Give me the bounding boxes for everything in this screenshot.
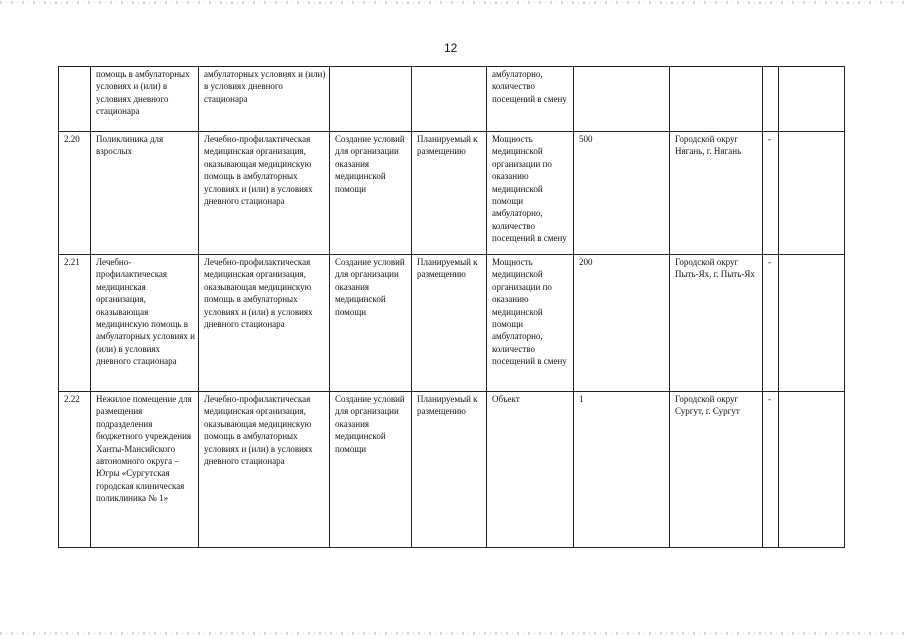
cell-purpose [330, 67, 412, 132]
cell-number [59, 67, 91, 132]
cell-characteristic: Объект [487, 392, 574, 548]
table-row [59, 255, 845, 392]
cell-characteristic: амбулаторно, количество посещений в смену [487, 67, 574, 132]
cell-zone [763, 67, 779, 132]
cell-name: Поликлиника для взрослых [91, 132, 199, 255]
cell-characteristic: Мощность медицинской организации по оказанию медицинской помощи амбулаторно, количество посещений в смену [487, 132, 574, 255]
cell-type: Лечебно-профилактическая медицинская организация, оказывающая медицинскую помощь в амбулаторных условиях и (или) в условиях дневного стационара [199, 255, 330, 392]
cell-type: Лечебно-профилактическая медицинская организация, оказывающая медицинскую помощь в амбулаторных условиях и (или) в условиях дневного стационара [199, 132, 330, 255]
cell-status: Планируемый к размещению [412, 392, 487, 548]
cell-extra [779, 255, 845, 392]
cell-number: 2.22 [59, 392, 91, 548]
table-row [59, 67, 845, 132]
scan-noise-top [0, 1, 905, 4]
cell-zone: - [763, 132, 779, 255]
cell-location: Городской округ Пыть-Ях, г. Пыть-Ях [670, 255, 763, 392]
cell-location [670, 67, 763, 132]
cell-status [412, 67, 487, 132]
cell-characteristic: Мощность медицинской организации по оказанию медицинской помощи амбулаторно, количество посещений в смену [487, 255, 574, 392]
objects-table [58, 66, 845, 548]
cell-name: помощь в амбулаторных условиях и (или) в условиях дневного стационара [91, 67, 199, 132]
cell-name: Лечебно-профилактическая медицинская организация, оказывающая медицинскую помощь в амбулаторных условиях и (или) в условиях дневного стационара [91, 255, 199, 392]
page-number: 12 [444, 41, 458, 55]
cell-extra [779, 67, 845, 132]
cell-zone: - [763, 255, 779, 392]
cell-name: Нежилое помещение для размещения подразделения бюджетного учреждения Ханты-Мансийского автономного округа – Югры «Сургутская городская клиническая поликлиника № 1» [91, 392, 199, 548]
cell-number: 2.21 [59, 255, 91, 392]
cell-value: 1 [574, 392, 670, 548]
cell-purpose: Создание условий для организации оказания медицинской помощи [330, 255, 412, 392]
cell-location: Городской округ Нягань, г. Нягань [670, 132, 763, 255]
cell-type: Лечебно-профилактическая медицинская организация, оказывающая медицинскую помощь в амбулаторных условиях и (или) в условиях дневного стационара [199, 392, 330, 548]
cell-status: Планируемый к размещению [412, 255, 487, 392]
cell-value [574, 67, 670, 132]
cell-purpose: Создание условий для организации оказания медицинской помощи [330, 392, 412, 548]
cell-value: 200 [574, 255, 670, 392]
cell-type: амбулаторных условиях и (или) в условиях дневного стационара [199, 67, 330, 132]
cell-zone: - [763, 392, 779, 548]
cell-location: Городской округ Сургут, г. Сургут [670, 392, 763, 548]
cell-status: Планируемый к размещению [412, 132, 487, 255]
cell-extra [779, 132, 845, 255]
table-row [59, 132, 845, 255]
cell-extra [779, 392, 845, 548]
scan-noise-bottom [0, 632, 905, 635]
cell-purpose: Создание условий для организации оказания медицинской помощи [330, 132, 412, 255]
cell-number: 2.20 [59, 132, 91, 255]
cell-value: 500 [574, 132, 670, 255]
table-row [59, 392, 845, 548]
